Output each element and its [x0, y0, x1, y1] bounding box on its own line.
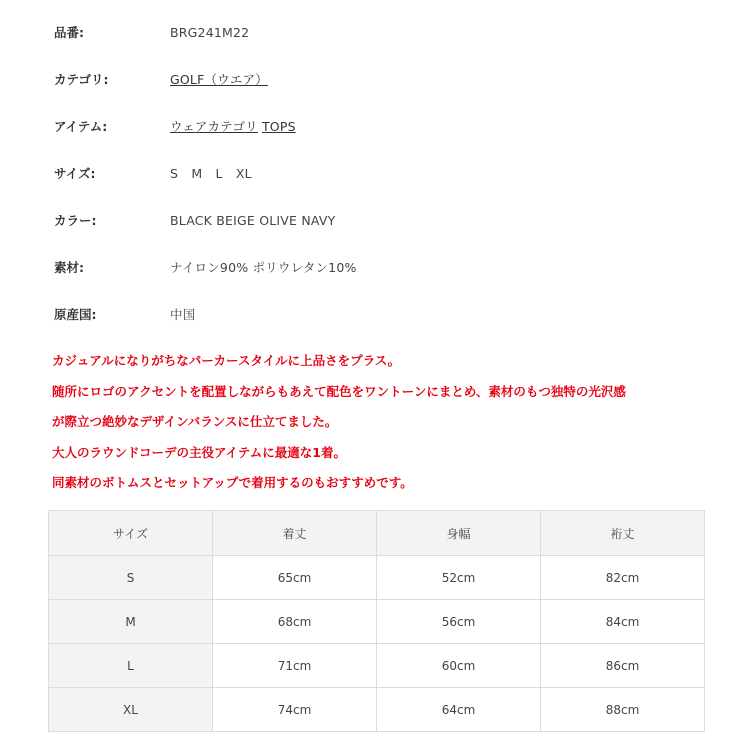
size-value: XL [235, 165, 252, 181]
description-line: 随所にロゴのアクセントを配置しながらもあえて配色をワントーンにまとめ、素材のもつ独特の光沢感 [52, 383, 626, 399]
table-cell: 52cm [377, 556, 541, 600]
table-row [49, 644, 705, 688]
table-cell: 82cm [541, 556, 705, 600]
spec-value [170, 166, 252, 181]
category-link[interactable]: GOLF（ウエア） [170, 72, 268, 87]
table-header-cell: サイズ [49, 511, 213, 556]
table-header-row [49, 511, 705, 556]
description-line: 大人のラウンドコーデの主役アイテムに最適な1着。 [52, 444, 346, 460]
table-cell: 64cm [377, 688, 541, 732]
spec-row-material [54, 255, 714, 279]
description-line: 同素材のボトムスとセットアップで着用するのもおすすめです。 [52, 475, 413, 490]
spec-label: サイズ: [54, 166, 96, 181]
spec-value [170, 213, 335, 228]
spec-row-color [54, 208, 714, 232]
table-row [49, 556, 705, 600]
table-header-cell: 裄丈 [541, 511, 705, 556]
size-table [48, 510, 705, 732]
table-cell: 56cm [377, 600, 541, 644]
spec-value: 中国 [170, 307, 196, 322]
table-cell: 71cm [213, 644, 377, 688]
spec-label: カテゴリ: [54, 72, 109, 87]
spec-value: BRG241M22 [170, 24, 250, 40]
spec-value [170, 70, 268, 88]
spec-label: 原産国: [54, 307, 97, 322]
spec-label: 素材: [54, 260, 84, 275]
table-size-cell: M [49, 600, 213, 644]
table-cell: 74cm [213, 688, 377, 732]
table-row [49, 600, 705, 644]
spec-row-category [54, 67, 714, 91]
table-header-cell: 身幅 [377, 511, 541, 556]
spec-row-product-code [54, 20, 714, 44]
size-value: S [170, 165, 179, 181]
color-value: BLACK [170, 212, 213, 228]
table-cell: 88cm [541, 688, 705, 732]
table-cell: 65cm [213, 556, 377, 600]
spec-row-item [54, 114, 714, 138]
description-line: が際立つ絶妙なデザインバランスに仕立てました。 [52, 414, 338, 429]
product-description [52, 346, 732, 499]
size-value: L [215, 165, 223, 181]
table-cell: 60cm [377, 644, 541, 688]
table-row [49, 688, 705, 732]
spec-row-origin [54, 302, 714, 326]
spec-value: ナイロン90% ポリウレタン10% [170, 260, 357, 275]
spec-label: カラー: [54, 213, 97, 228]
spec-row-size [54, 161, 714, 185]
table-header-cell: 着丈 [213, 511, 377, 556]
table-size-cell: XL [49, 688, 213, 732]
table-cell: 86cm [541, 644, 705, 688]
table-size-cell: S [49, 556, 213, 600]
tops-link[interactable]: TOPS [261, 119, 296, 134]
color-value: BEIGE [216, 212, 256, 228]
spec-value [170, 117, 296, 135]
table-size-cell: L [49, 644, 213, 688]
description-line: カジュアルになりがちなパーカースタイルに上品さをプラス。 [52, 353, 401, 368]
color-value: NAVY [301, 212, 336, 228]
spec-label: アイテム: [54, 119, 108, 134]
product-spec-list [54, 20, 714, 349]
table-cell: 68cm [213, 600, 377, 644]
color-value: OLIVE [259, 212, 298, 228]
wear-category-link[interactable]: ウェアカテゴリ [170, 119, 258, 134]
table-cell: 84cm [541, 600, 705, 644]
spec-label: 品番: [54, 25, 84, 40]
size-value: M [191, 165, 203, 181]
